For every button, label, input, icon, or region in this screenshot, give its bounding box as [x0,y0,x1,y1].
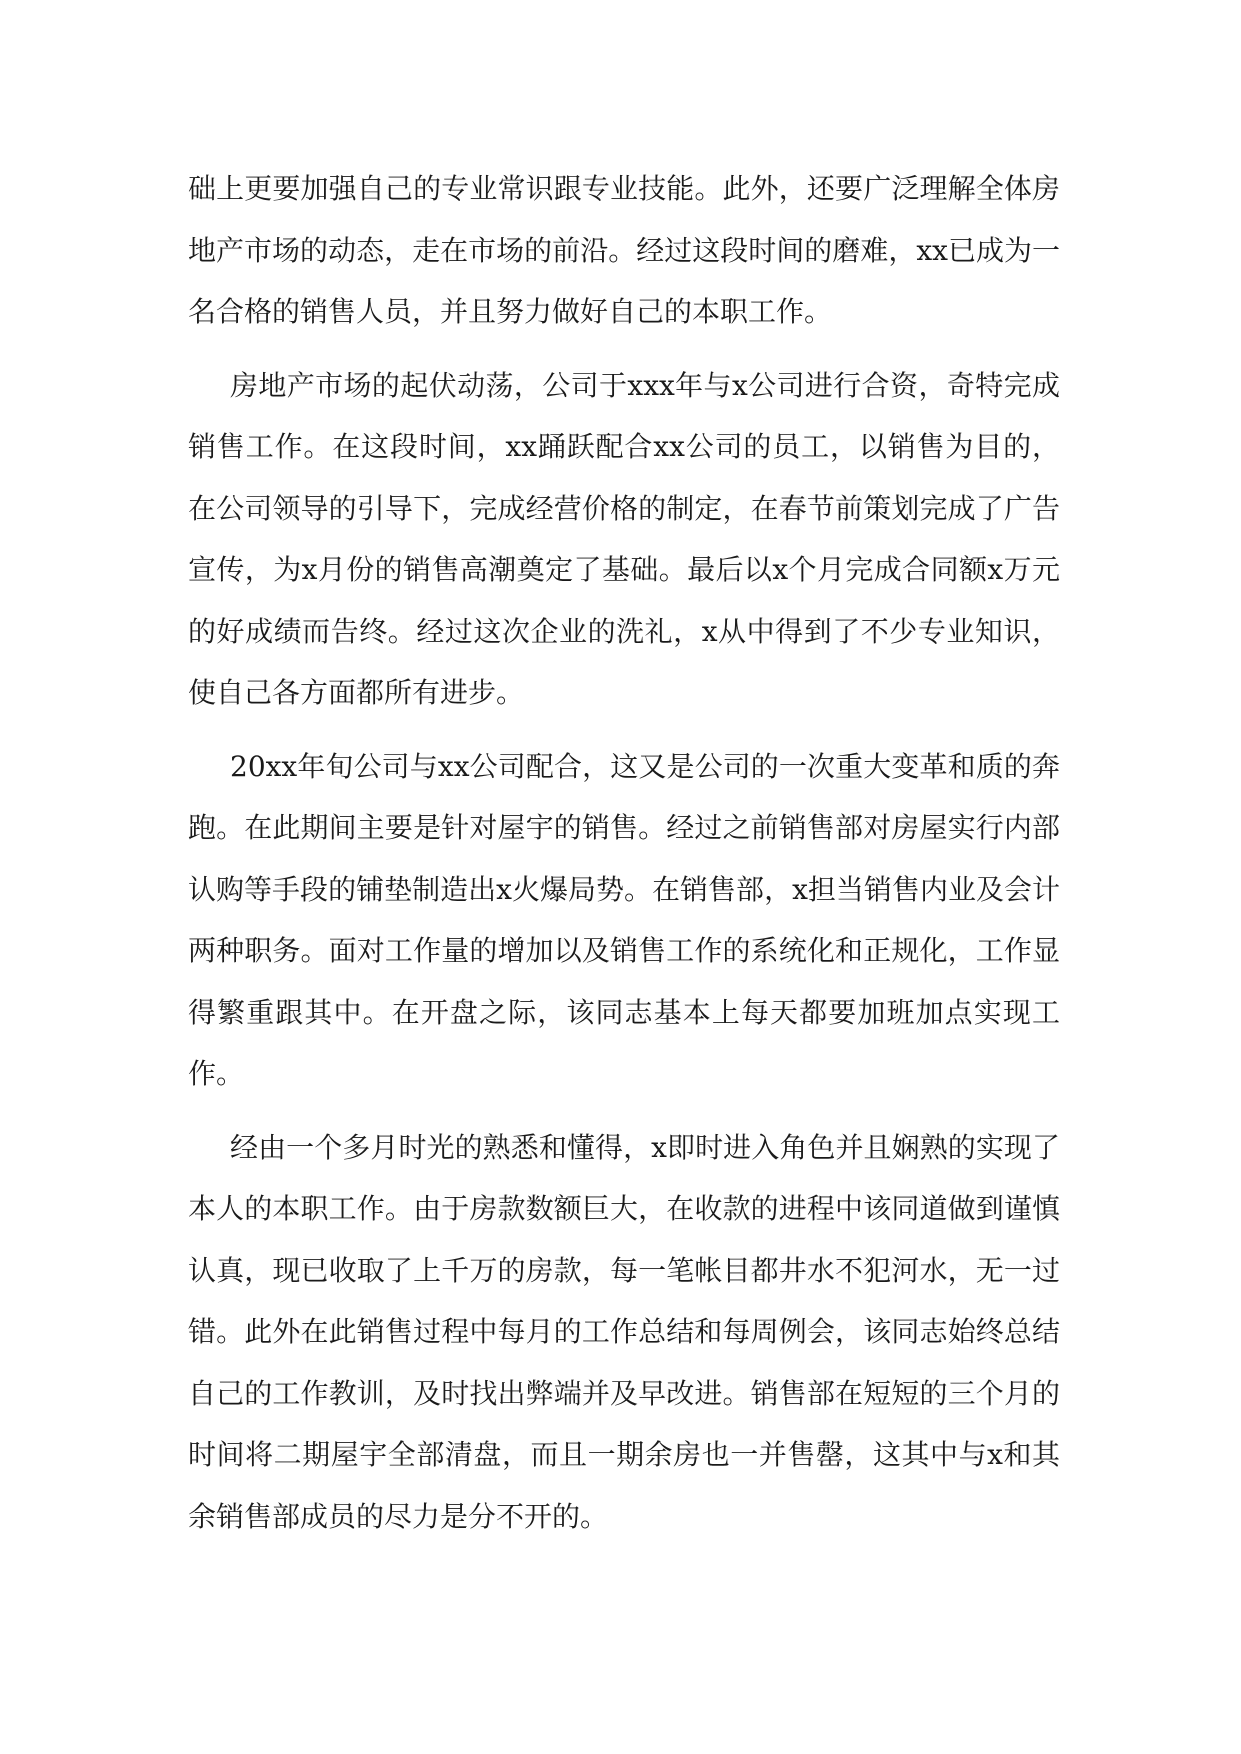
paragraph-4: 经由一个多月时光的熟悉和懂得，x即时进入角色并且娴熟的实现了本人的本职工作。由于房款数额巨大，在收款的进程中该同道做到谨慎认真，现已收取了上千万的房款，每一笔帐目都井水不犯河水，无一过错。此外在此销售过程中每月的工作总结和每周例会，该同志始终总结自己的工作教训，及时找出弊端并及早改进。销售部在短短的三个月的时间将二期屋宇全部清盘，而且一期余房也一并售罄，这其中与x和其余销售部成员的尽力是分不开的。 [188,1130,1060,1533]
document-body [188,158,1060,1559]
paragraph-3: 20xx年旬公司与xx公司配合，这又是公司的一次重大变革和质的奔跑。在此期间主要是针对屋宇的销售。经过之前销售部对房屋实行内部认购等手段的铺垫制造出x火爆局势。在销售部，x担当销售内业及会计两种职务。面对工作量的增加以及销售工作的系统化和正规化，工作显得繁重跟其中。在开盘之际，该同志基本上每天都要加班加点实现工作。 [188,749,1060,1090]
paragraph-1: 础上更要加强自己的专业常识跟专业技能。此外，还要广泛理解全体房地产市场的动态，走在市场的前沿。经过这段时间的磨难，xx已成为一名合格的销售人员，并且努力做好自己的本职工作。 [188,172,1060,328]
paragraph-2: 房地产市场的起伏动荡，公司于xxx年与x公司进行合资，奇特完成销售工作。在这段时间，xx踊跃配合xx公司的员工，以销售为目的，在公司领导的引导下，完成经营价格的制定，在春节前策划完成了广告宣传，为x月份的销售高潮奠定了基础。最后以x个月完成合同额x万元的好成绩而告终。经过这次企业的洗礼，x从中得到了不少专业知识，使自己各方面都所有进步。 [188,368,1060,709]
